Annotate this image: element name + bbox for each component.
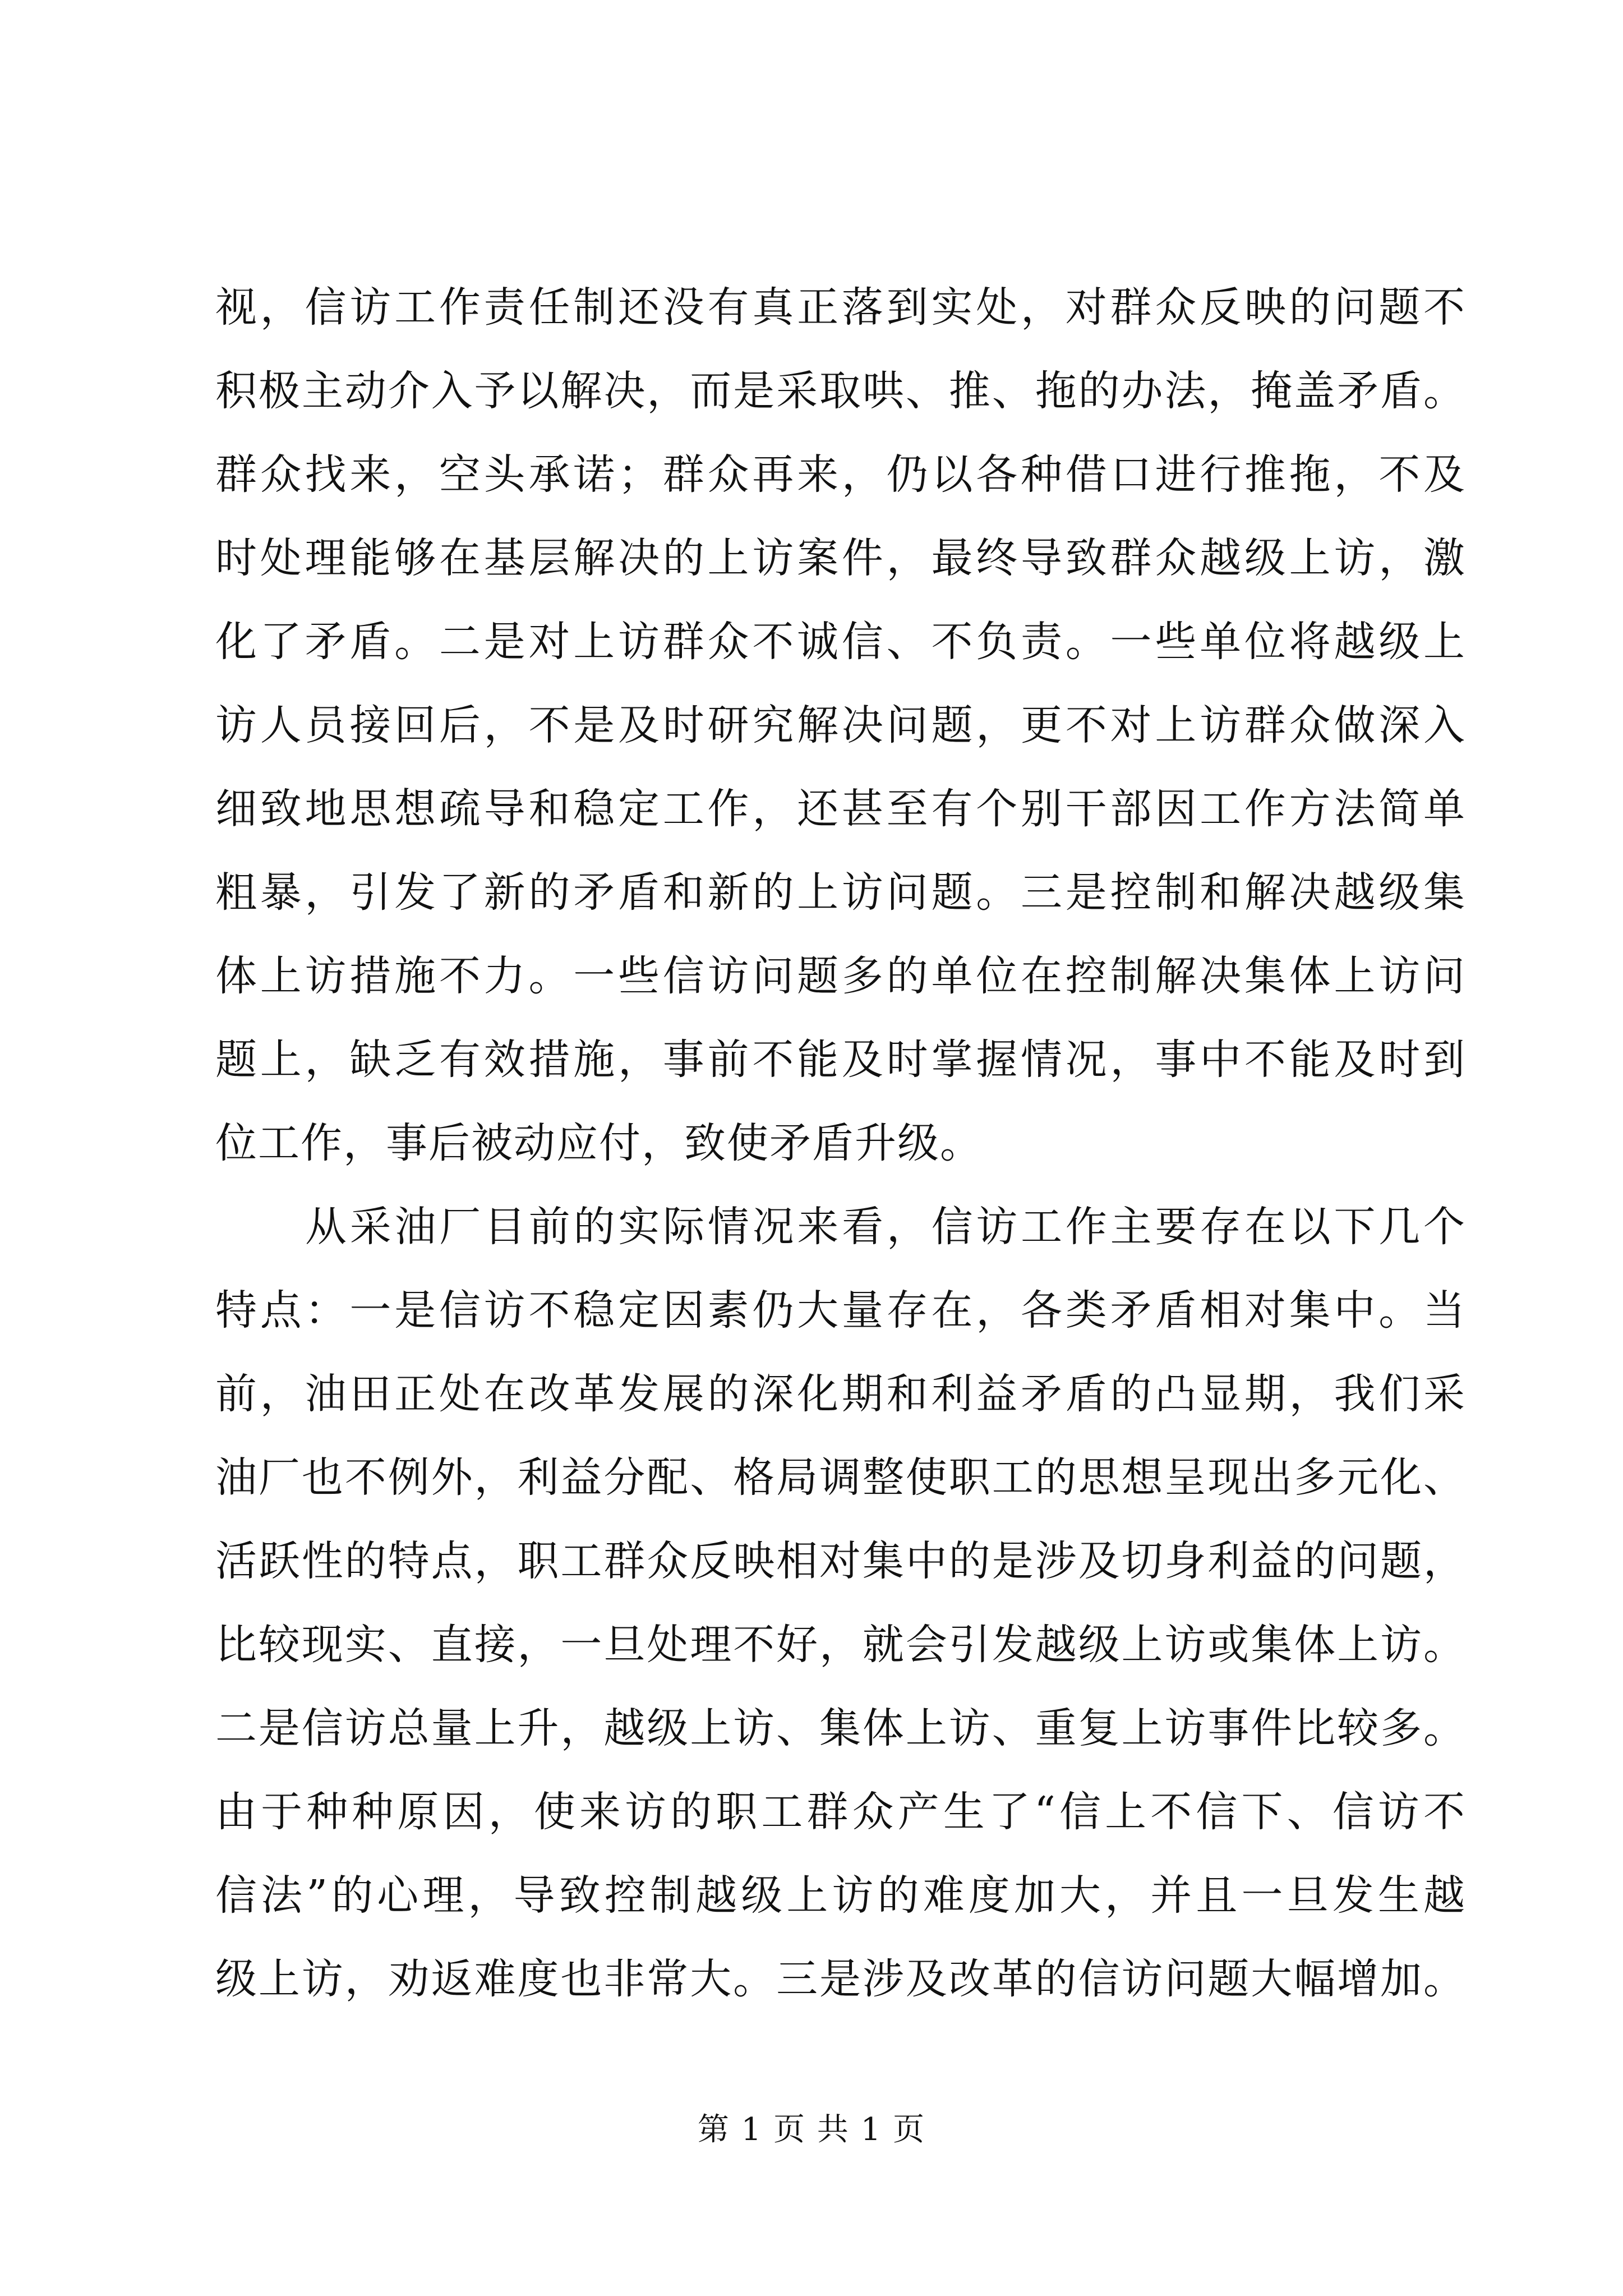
text-line: 信法”的心理，导致控制越级上访的难度加大，并且一旦发生越 bbox=[215, 1871, 1466, 1920]
text-line: 题上，缺乏有效措施，事前不能及时掌握情况，事中不能及时到 bbox=[215, 1036, 1466, 1084]
text-line: 化了矛盾。二是对上访群众不诚信、不负责。一些单位将越级上 bbox=[215, 618, 1466, 666]
text-line: 前，油田正处在改革发展的深化期和利益矛盾的凸显期，我们采 bbox=[215, 1370, 1466, 1418]
text-line: 位工作，事后被动应付，致使矛盾升级。 bbox=[215, 1119, 983, 1167]
text-line: 二是信访总量上升，越级上访、集体上访、重复上访事件比较多。 bbox=[215, 1704, 1466, 1752]
text-line: 活跃性的特点，职工群众反映相对集中的是涉及切身利益的问题， bbox=[215, 1537, 1466, 1585]
text-line: 油厂也不例外，利益分配、格局调整使职工的思想呈现出多元化、 bbox=[215, 1453, 1466, 1502]
text-line: 细致地思想疏导和稳定工作，还甚至有个别干部因工作方法简单 bbox=[215, 785, 1466, 833]
text-line: 体上访措施不力。一些信访问题多的单位在控制解决集体上访问 bbox=[215, 952, 1466, 1000]
text-line: 时处理能够在基层解决的上访案件，最终导致群众越级上访，激 bbox=[215, 534, 1466, 582]
text-line: 访人员接回后，不是及时研究解决问题，更不对上访群众做深入 bbox=[215, 701, 1466, 749]
text-line: 视，信访工作责任制还没有真正落到实处，对群众反映的问题不 bbox=[215, 283, 1466, 332]
text-line: 群众找来，空头承诺；群众再来，仍以各种借口进行推拖，不及 bbox=[215, 450, 1466, 499]
text-line: 粗暴，引发了新的矛盾和新的上访问题。三是控制和解决越级集 bbox=[215, 868, 1466, 917]
paragraph-first-line: 从采油厂目前的实际情况来看，信访工作主要存在以下几个 bbox=[305, 1203, 1466, 1251]
text-line: 级上访，劝返难度也非常大。三是涉及改革的信访问题大幅增加。 bbox=[215, 1955, 1466, 2003]
text-line: 由于种种原因，使来访的职工群众产生了“信上不信下、信访不 bbox=[215, 1788, 1466, 1836]
page-footer: 第 1 页 共 1 页 bbox=[697, 2111, 926, 2148]
document-body bbox=[215, 266, 1466, 2021]
text-line: 比较现实、直接，一旦处理不好，就会引发越级上访或集体上访。 bbox=[215, 1621, 1466, 1669]
text-line: 特点：一是信访不稳定因素仍大量存在，各类矛盾相对集中。当 bbox=[215, 1286, 1466, 1335]
text-line: 积极主动介入予以解决，而是采取哄、推、拖的办法，掩盖矛盾。 bbox=[215, 367, 1466, 415]
